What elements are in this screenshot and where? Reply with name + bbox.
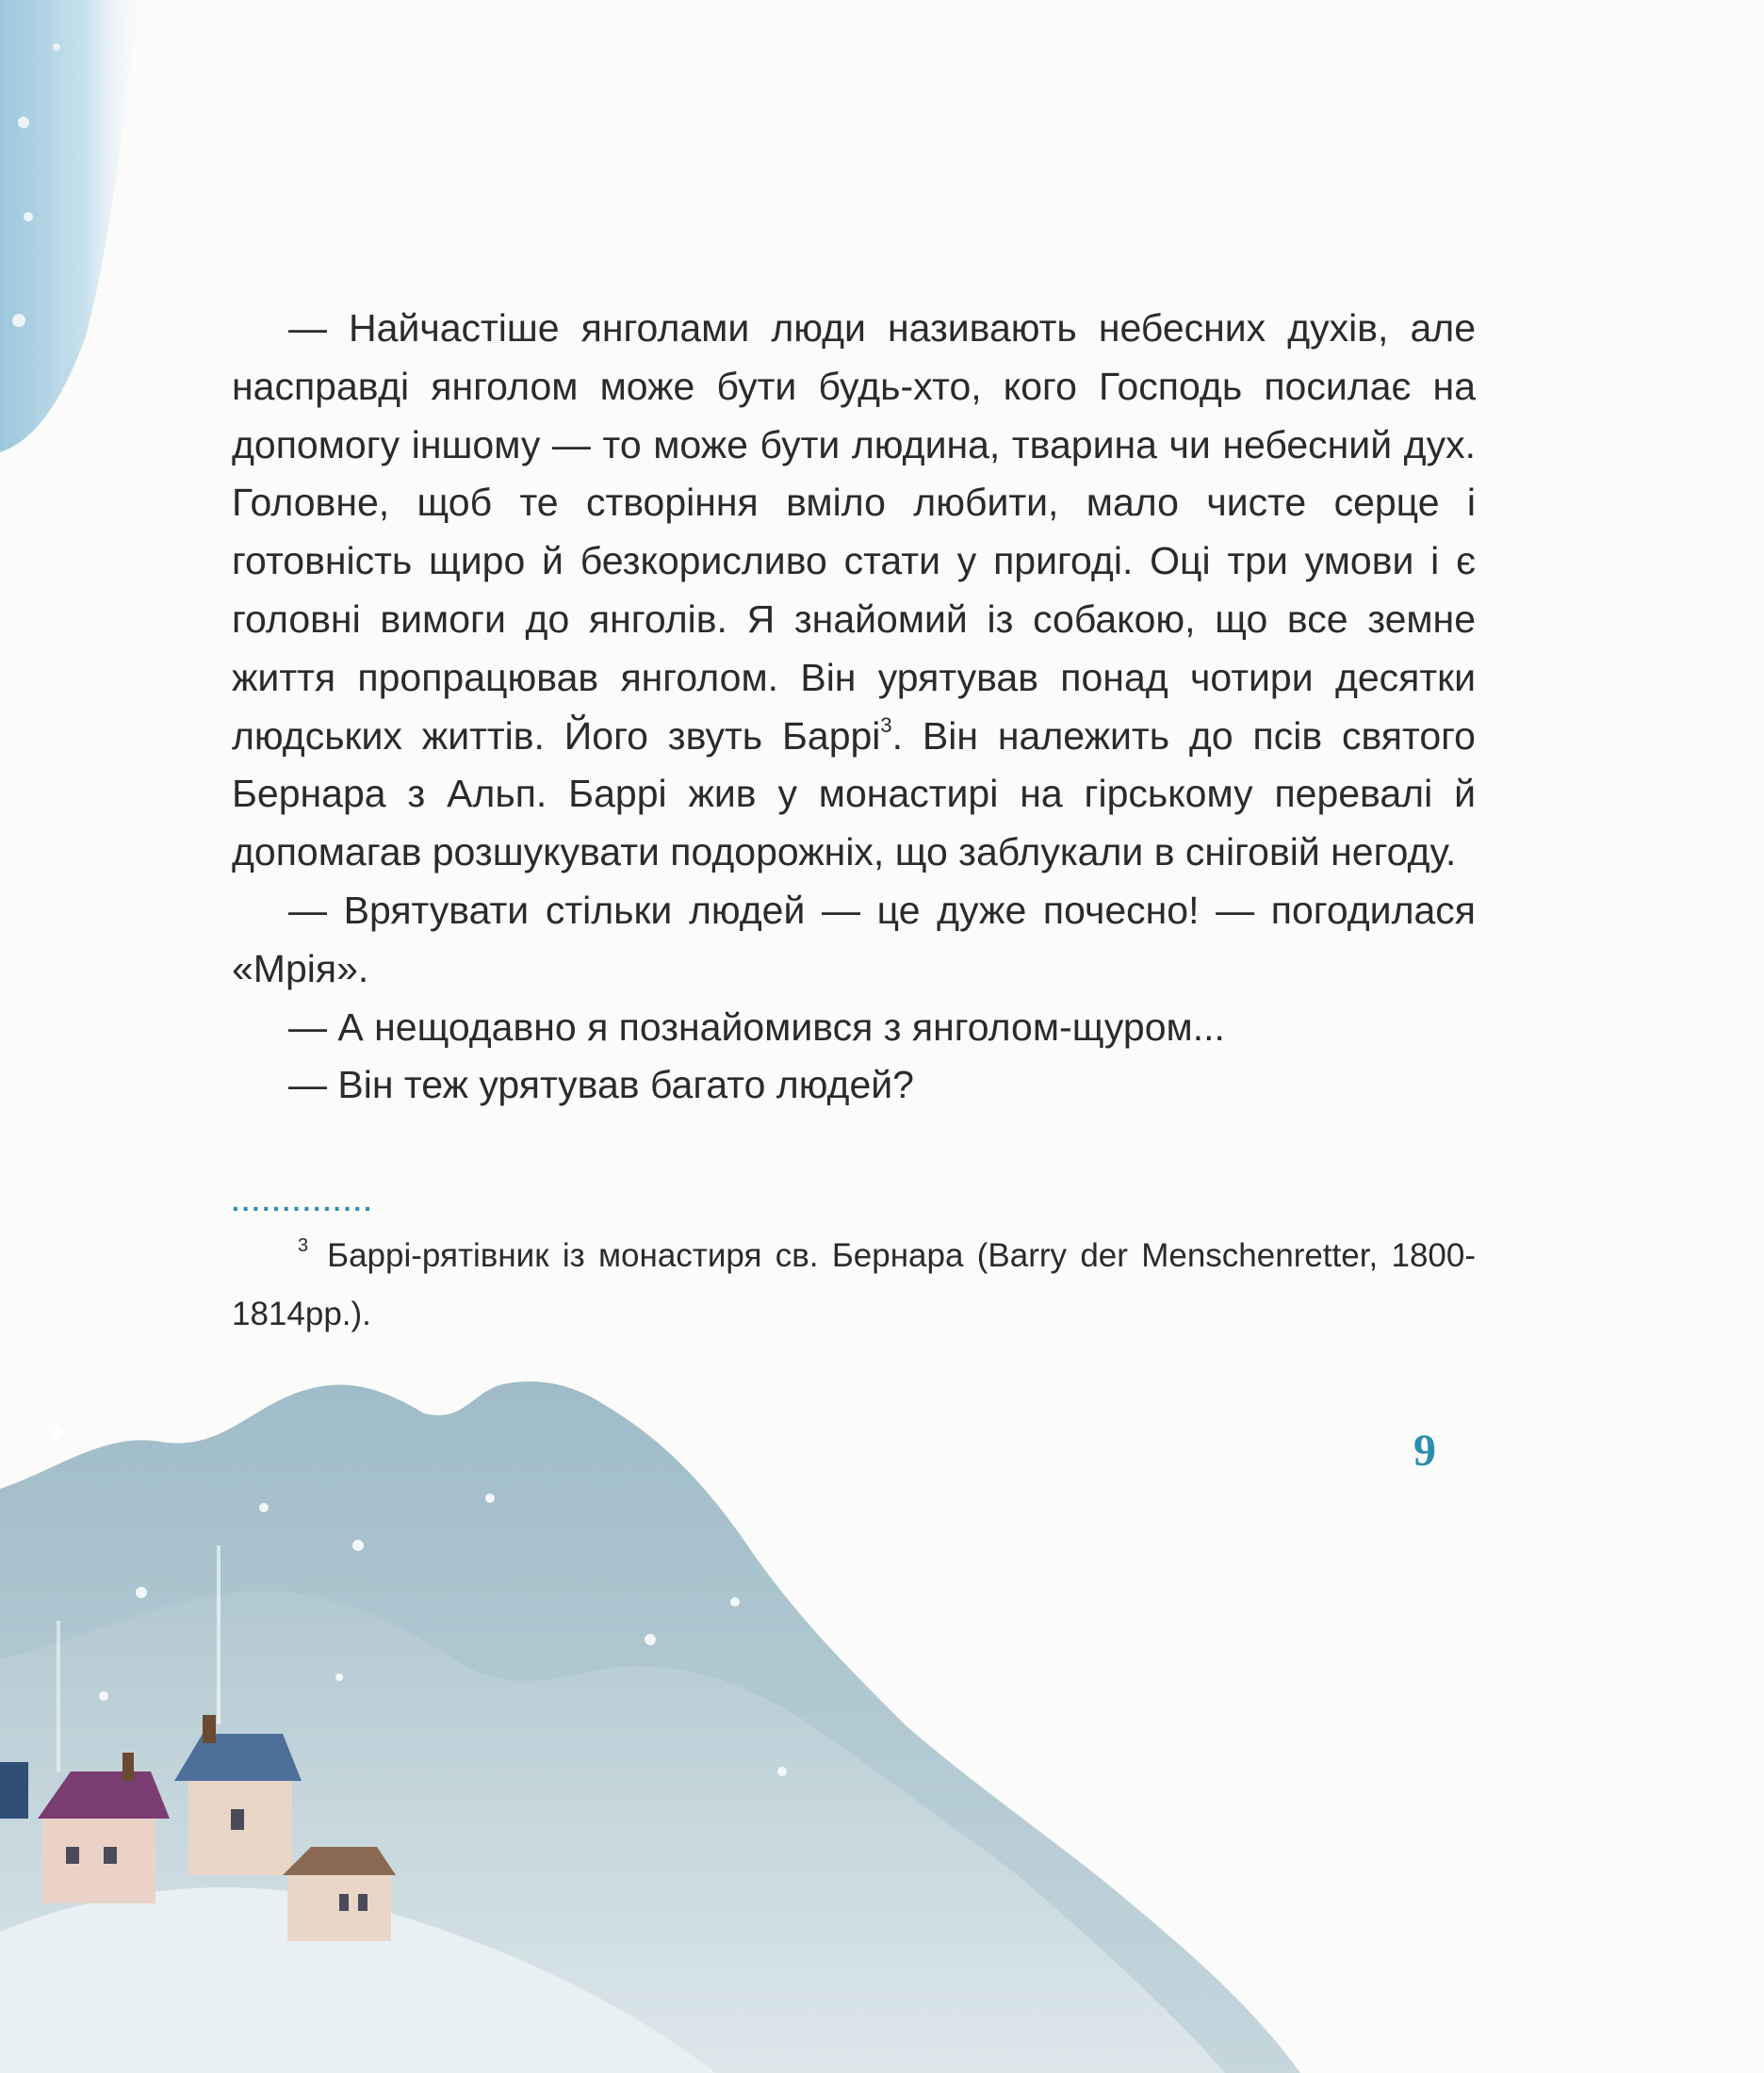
footnote-marker: 3	[298, 1235, 309, 1256]
body-text	[232, 300, 1476, 1115]
paragraph-4: — Він теж урятував багато людей?	[288, 1063, 914, 1107]
footnote-divider: ..............	[232, 1187, 374, 1216]
paragraph-2: — Врятувати стільки людей — це дуже почесно! — погодилася «Мрія».	[232, 888, 1476, 990]
sky-wash	[0, 0, 141, 452]
footnote-reference: 3	[880, 712, 892, 737]
page-number: 9	[1413, 1426, 1436, 1476]
paragraph-1: — Найчастіше янголами люди називають небесних духів, але насправді янголом може бути будь-хто, кого Господь посилає на допомогу іншому — то може бути людина, тварина чи небесний дух. Головне, щоб те створіння вміло любити, мало чисте серце і готовність щиро й безкорисливо стати у пригоді. Оці три умови і є головні вимоги до янголів. Я знайомий із собакою, що все земне життя пропрацював янголом. Він урятував понад чотири десятки людських життів. Його звуть Баррі$^3$. Він належить до псів святого Бернара з Альп. Баррі жив у монастирі на гірському перевалі й допомагав розшукувати подорожніх, що заблукали в сніговій негоду.	[232, 306, 1476, 874]
footnote	[232, 1227, 1476, 1344]
paragraph-3: — А нещодавно я познайомився з янголом-щуром...	[288, 1004, 1225, 1049]
footnote-text: Баррі-рятівник із монастиря св. Бернара (Barry der Menschenretter, 1800-1814рр.).	[232, 1237, 1476, 1332]
